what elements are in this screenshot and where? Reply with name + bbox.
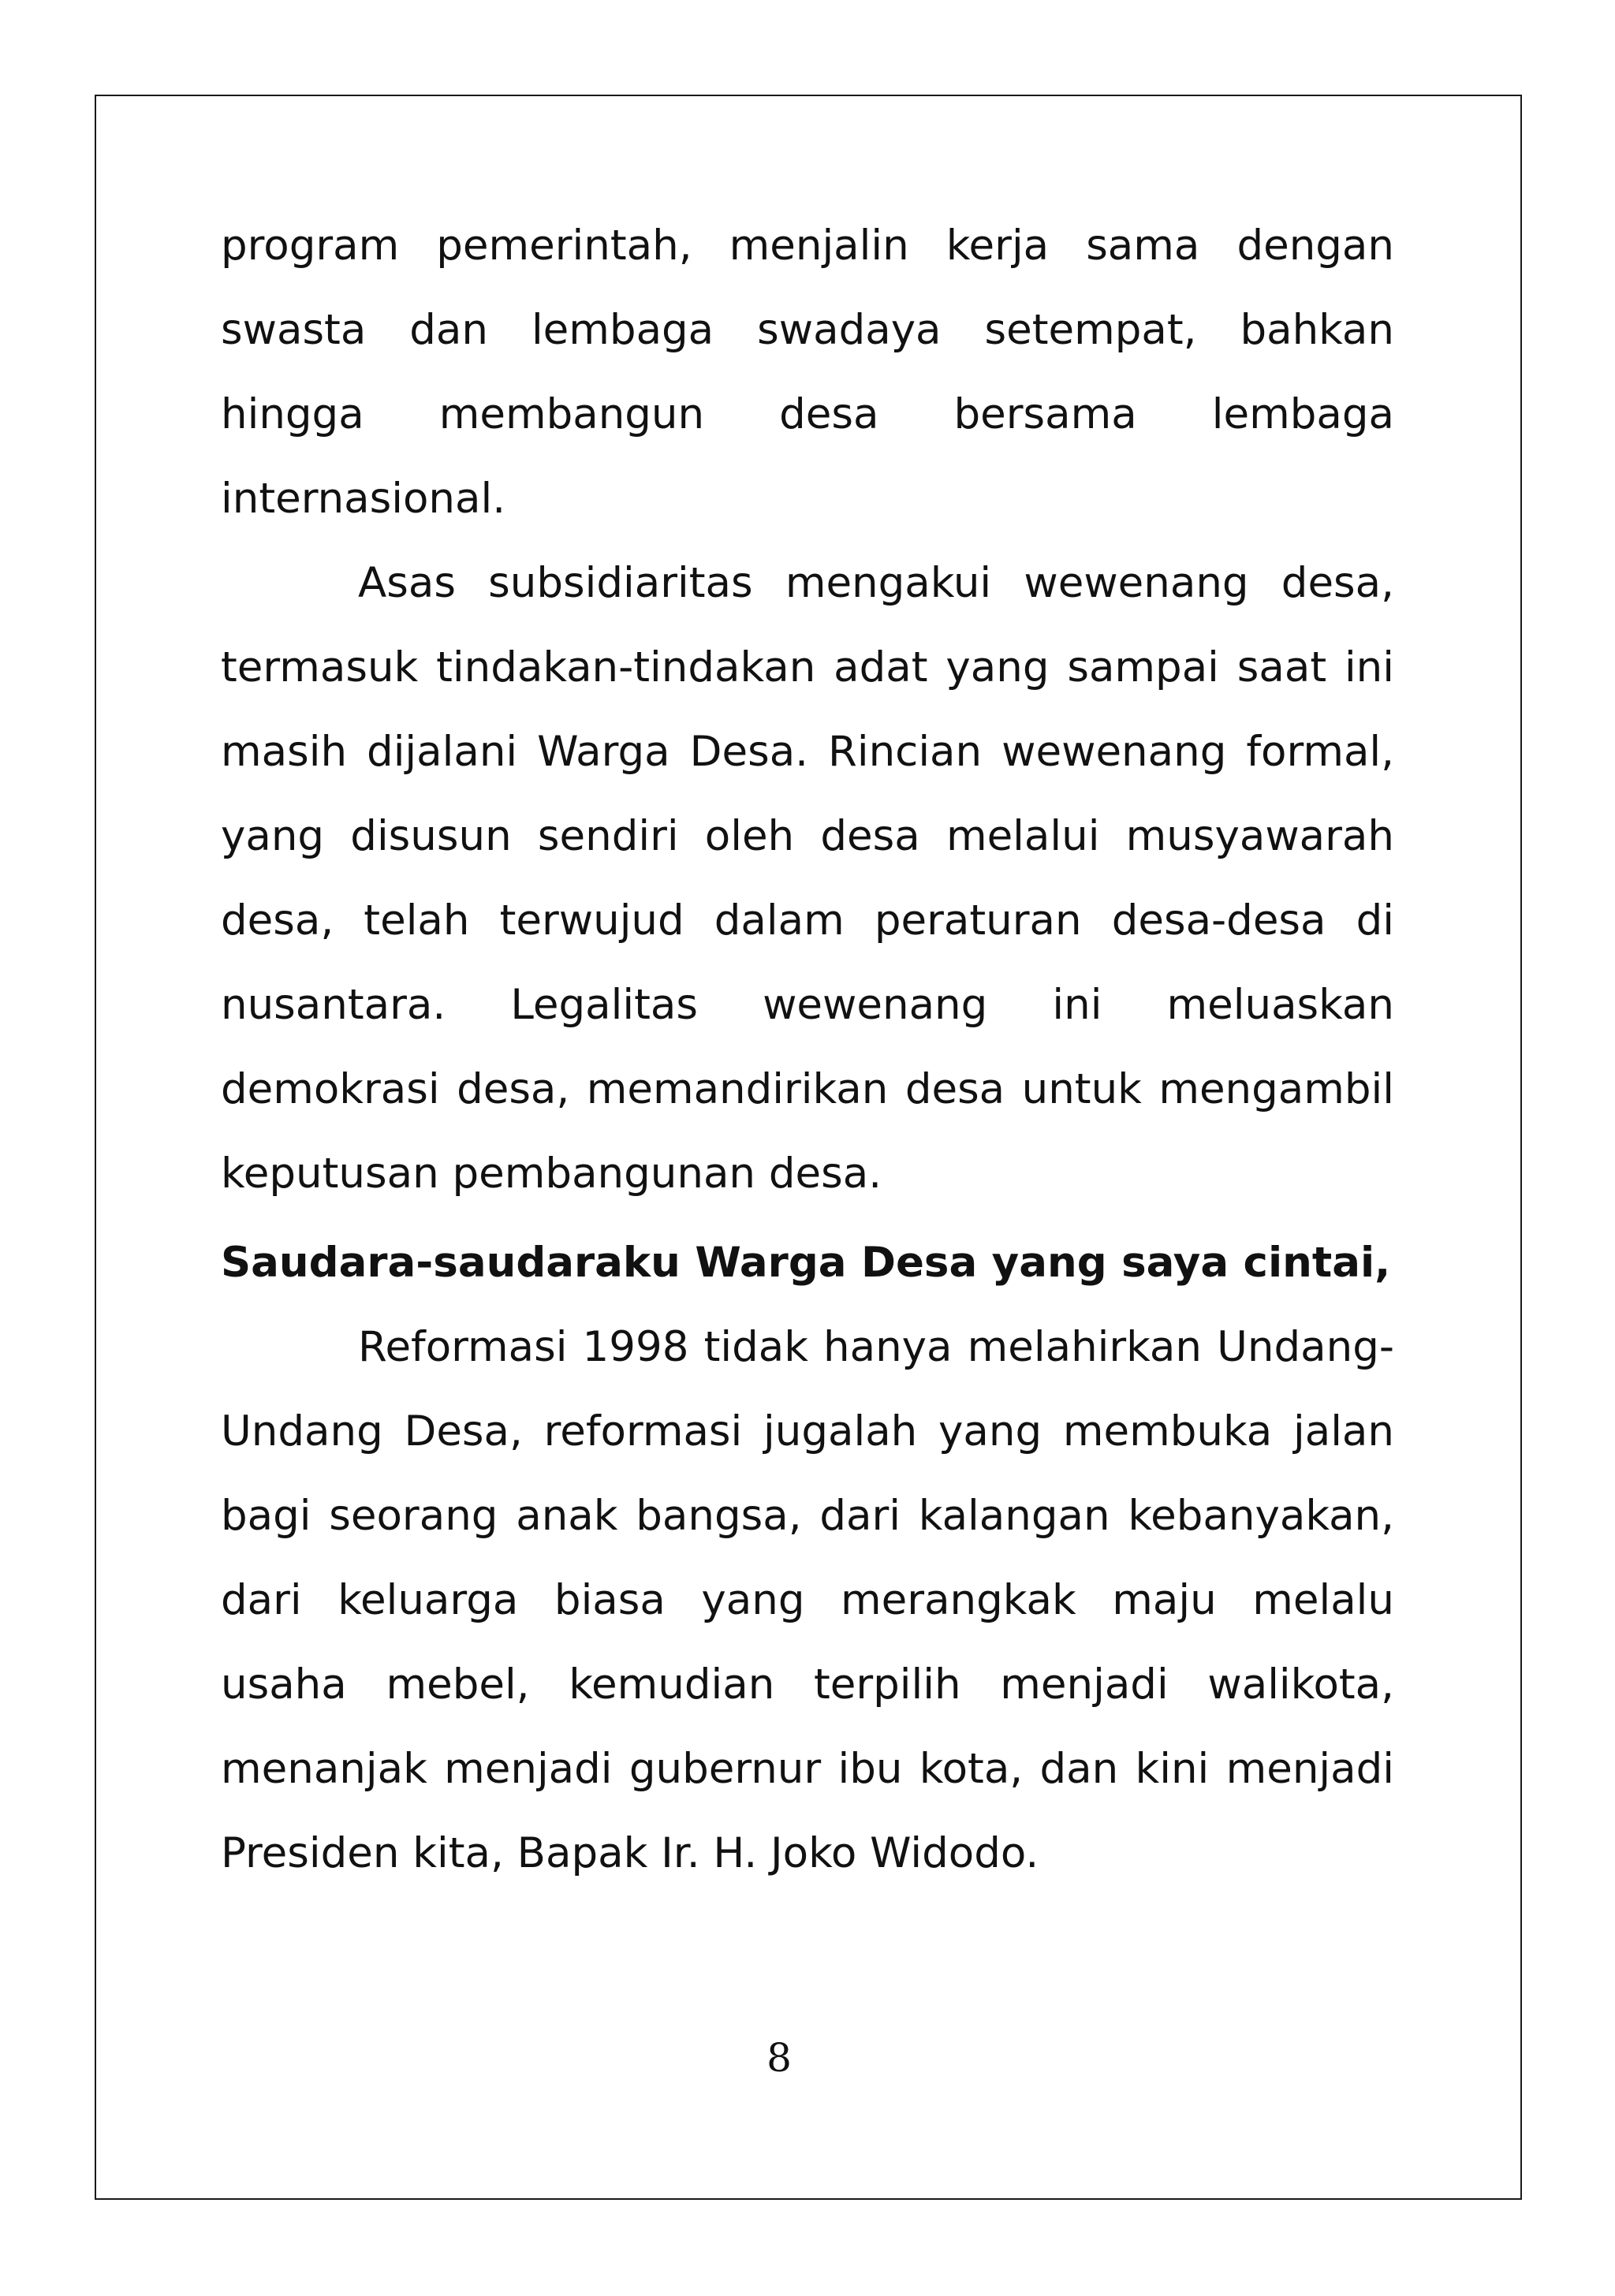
paragraph-continuation: program pemerintah, menjalin kerja sama dengan swasta dan lembaga swadaya setempat, bahkan hingga membangun desa bersama lembaga internasional. bbox=[221, 222, 1394, 523]
paragraph-subsidiarity: Asas subsidiaritas mengakui wewenang desa, termasuk tindakan-tindakan adat yang sampai saat ini masih dijalani Warga Desa. Rincian wewenang formal, yang disusun sendiri oleh desa melalui musyawarah desa, telah terwujud dalam peraturan desa-desa di nusantara. Legalitas wewenang ini meluaskan demokrasi desa, memandirikan desa untuk mengambil keputusan pembangunan desa. bbox=[221, 559, 1394, 1198]
paragraph-reform: Reformasi 1998 tidak hanya melahirkan Undang-Undang Desa, reformasi jugalah yang membuka jalan bagi seorang anak bangsa, dari kalangan kebanyakan, dari keluarga biasa yang merangkak maju melalu usaha mebel, kemudian terpilih menjadi walikota, menanjak menjadi gubernur ibu kota, dan kini menjadi Presiden kita, Bapak Ir. H. Joko Widodo. bbox=[221, 1323, 1394, 1877]
section-heading: Saudara-saudaraku Warga Desa yang saya cintai, bbox=[221, 1239, 1391, 1287]
body-text-upper bbox=[221, 203, 1394, 1216]
body-text-lower bbox=[221, 1305, 1394, 1895]
page-number: 8 bbox=[766, 2035, 792, 2081]
